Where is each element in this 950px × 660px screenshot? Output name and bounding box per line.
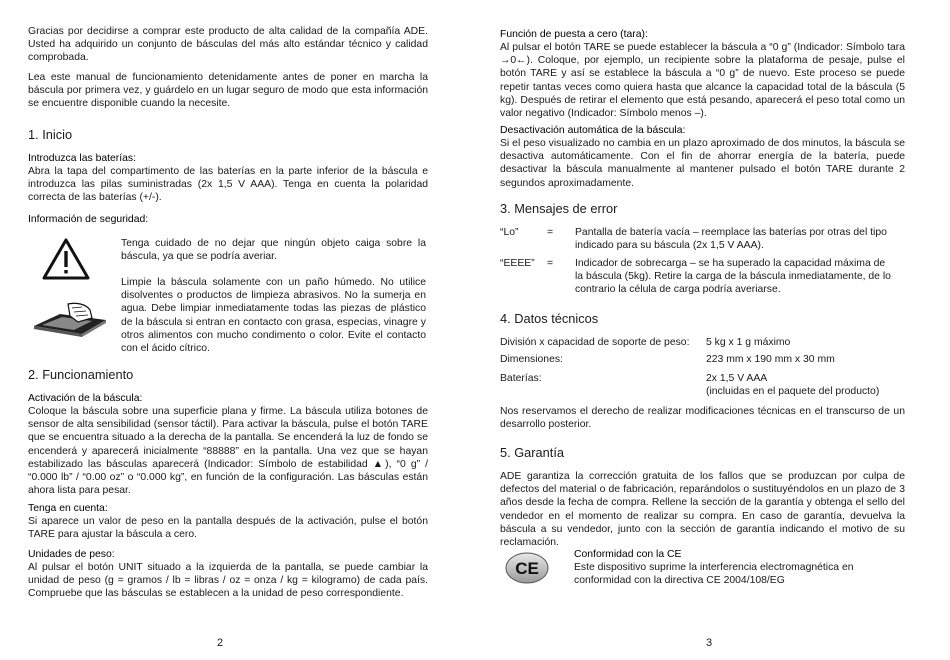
error-description: Pantalla de batería vacía – reemplace las baterías por otras del tipo indicado para su báscula (2x 1,5 V AAA). bbox=[575, 227, 887, 252]
intro-paragraph-1: Gracias por decidirse a comprar este producto de alta calidad de la compañía ADE. Usted ha adquirido un conjunto de básculas del más alto estándar técnico y calidad comprobada. bbox=[28, 26, 428, 64]
batteries-text: Abra la tapa del compartimento de las baterías en la parte inferior de la báscula e introduzca las pilas suministradas (2x 1,5 V AAA). Tenga en cuenta la polaridad correcta de las baterías (+/-). bbox=[28, 166, 428, 204]
tech-value-note: (incluidas en el paquete del producto) bbox=[706, 386, 880, 397]
tech-label: Baterías: bbox=[500, 373, 542, 384]
section-2-title: 2. Funcionamiento bbox=[28, 367, 134, 382]
warranty-text: ADE garantiza la corrección gratuita de los fallos que se produzcan por culpa de defectos del material o de fabricación, reparándolos o sustituyéndolos en un plazo de 3 años desde la fecha de compra. Rellene la sección de la garantía y obtenga el sello del vendedor en el momento de realizar su compra. En caso de garantía, devuelva la báscula a su vendedor, junto con la sección de garantía indicando el motivo de su reclamación. bbox=[500, 471, 905, 549]
units-text: Al pulsar el botón UNIT situado a la izquierda de la pantalla, se puede cambiar la unidad de peso (g = gramos / lb = libras / oz = onza / kg = kilogramo) de cada país. Compruebe que las básculas se establecen a la unidad de peso correspondiente. bbox=[28, 562, 428, 600]
tech-value: 2x 1,5 V AAA bbox=[706, 373, 768, 384]
safety-text-1: Tenga cuidado de no dejar que ningún objeto caiga sobre la báscula, ya que se podría averiar. bbox=[121, 238, 426, 263]
section-3-title: 3. Mensajes de error bbox=[500, 201, 618, 216]
ce-logo-text: CE bbox=[515, 559, 539, 578]
kitchen-scale-cleaning-icon bbox=[30, 300, 110, 338]
tech-value: 223 mm x 190 mm x 30 mm bbox=[706, 354, 835, 365]
note-text: Si aparece un valor de peso en la pantalla después de la activación, pulse el botón TARE para ajustar la báscula a cero. bbox=[28, 516, 428, 541]
warning-triangle-icon bbox=[42, 238, 90, 280]
safety-text-2: Limpie la báscula solamente con un paño húmedo. No utilice disolventes o productos de limpieza abrasivos. No la sumerja en agua. Debe limpiar inmediatamente todas las piezas de plástico de la báscula si entran en contacto con grasa, especias, vinagre y otros alimentos con mucho condimento o color. Evite el contacto con el ácido cítrico. bbox=[121, 277, 426, 355]
section-5-title: 5. Garantía bbox=[500, 445, 565, 460]
tech-label: Dimensiones: bbox=[500, 354, 563, 365]
error-equals: = bbox=[547, 258, 554, 269]
page-number-left: 2 bbox=[217, 637, 224, 649]
ce-title: Conformidad con la CE bbox=[574, 549, 682, 560]
tare-title: Función de puesta a cero (tara): bbox=[500, 29, 648, 40]
tech-label: División x capacidad de soporte de peso: bbox=[500, 337, 690, 348]
error-equals: = bbox=[547, 227, 554, 238]
tech-note: Nos reservamos el derecho de realizar modificaciones técnicas en el transcurso de un desarrollo posterior. bbox=[500, 406, 905, 431]
ce-text: Este dispositivo suprime la interferencia electromagnética en conformidad con la directiva CE 2004/108/EG bbox=[574, 562, 854, 587]
tech-value: 5 kg x 1 g máximo bbox=[706, 337, 791, 348]
units-title: Unidades de peso: bbox=[28, 549, 115, 560]
section-4-title: 4. Datos técnicos bbox=[500, 311, 599, 326]
error-code: “Lo” bbox=[500, 227, 519, 238]
intro-paragraph-2: Lea este manual de funcionamiento detenidamente antes de poner en marcha la báscula por primera vez, y guárdelo en un lugar seguro de modo que esta información se encuentre disponible cuando la necesite. bbox=[28, 72, 428, 110]
ce-mark-icon bbox=[505, 552, 549, 584]
left-page bbox=[28, 0, 428, 660]
safety-title: Información de seguridad: bbox=[28, 214, 149, 225]
auto-off-title: Desactivación automática de la báscula: bbox=[500, 125, 686, 136]
section-1-title: 1. Inicio bbox=[28, 127, 73, 142]
error-code: “EEEE” bbox=[500, 258, 535, 269]
right-page bbox=[500, 0, 905, 660]
note-title: Tenga en cuenta: bbox=[28, 503, 108, 514]
page-number-right: 3 bbox=[706, 637, 713, 649]
activation-title: Activación de la báscula: bbox=[28, 393, 143, 404]
error-description: Indicador de sobrecarga – se ha superado la capacidad máxima de la báscula (5kg). Retire la carga de la báscula inmediatamente, de lo contrario la célula de carga podría averiarse. bbox=[575, 258, 891, 296]
batteries-title: Introduzca las baterías: bbox=[28, 153, 137, 164]
auto-off-text: Si el peso visualizado no cambia en un plazo aproximado de dos minutos, la báscula se desactiva automáticamente. Con el fin de ahorrar energía de la batería, puede desactivar la báscula manualmente al mantener pulsado el botón TARE durante 2 segundos aproximadamente. bbox=[500, 138, 905, 189]
activation-text: Coloque la báscula sobre una superficie plana y firme. La báscula utiliza botones de sensor de alta sensibilidad (sensor táctil). Para activar la báscula, pulse el botón TARE que se encuentra situado a la derecha de la pantalla. Se encenderá la luz de fondo se encenderá y aparecerá inicialmente “88888” en la pantalla. Una vez que se hayan estabilizado las básculas aparecerá (Indicador: Símbolo de estabilidad ▲), “0 g” / “0.000 lb” / “0.00 oz” o “0.000 kg”, en función de la configuración. Las básculas están ahora lista para pesar. bbox=[28, 406, 428, 497]
tare-text: Al pulsar el botón TARE se puede establecer la báscula a “0 g” (Indicador: Símbolo tara →0←). Coloque, por ejemplo, un recipiente sobre la plataforma de pesaje, pulse el botón TARE y así se establece la báscula a “0 g” de nuevo. Este proceso se puede repetir tantas veces como quiera hasta que alcance la capacidad total de la báscula (5 kg). Después de retirar el elemento que está pesando, aparecerá el peso total como un valor negativo (Indicador: Símbolo menos –). bbox=[500, 42, 905, 120]
ce-conformity bbox=[574, 548, 904, 588]
